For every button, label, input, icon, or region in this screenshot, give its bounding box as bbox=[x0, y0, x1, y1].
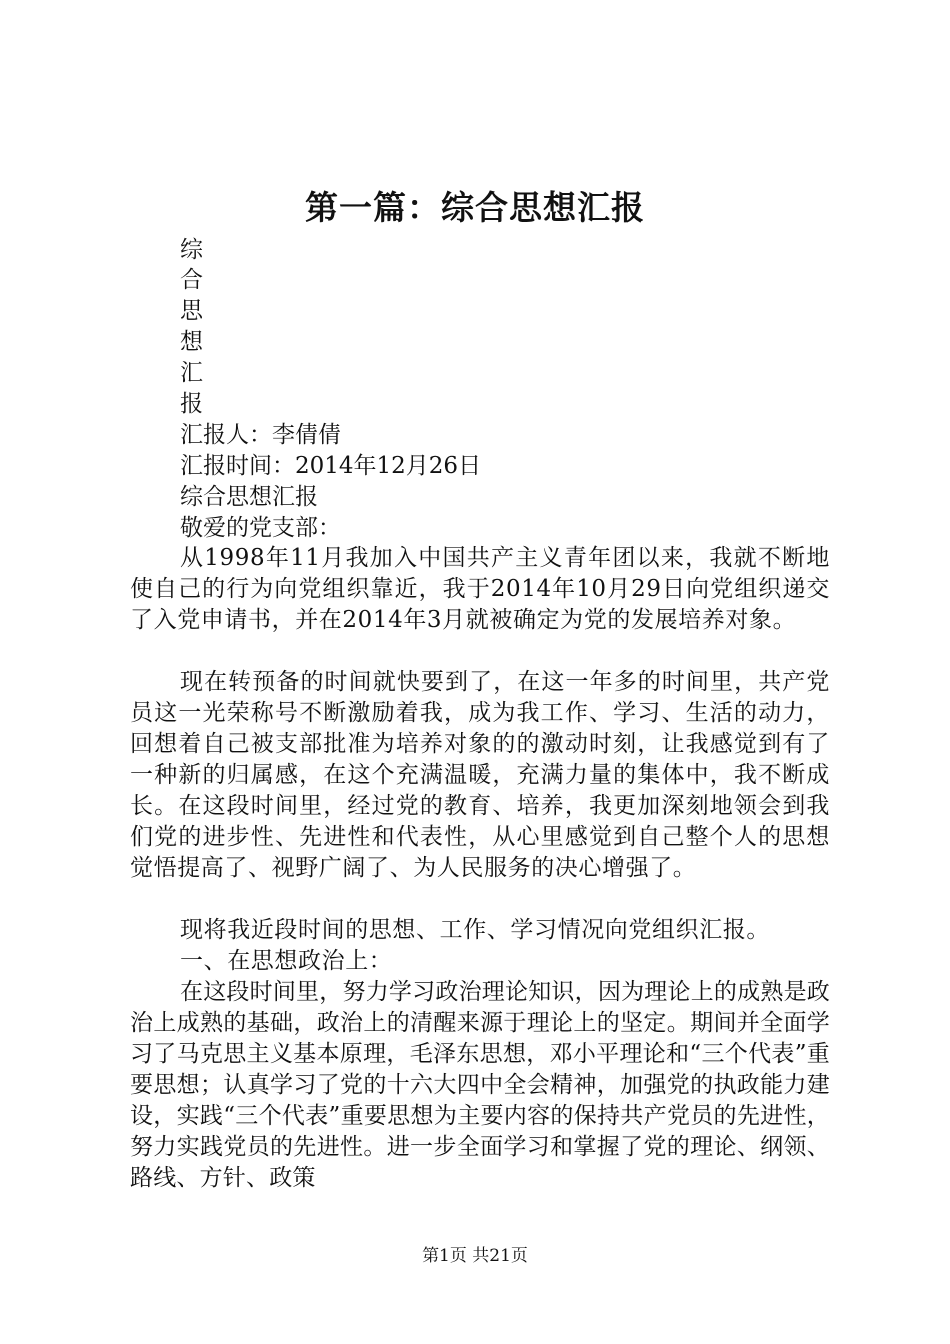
vertical-title-char: 综 bbox=[180, 237, 203, 263]
report-time-line: 汇报时间：2014年12月26日 bbox=[180, 453, 482, 479]
vertical-title-char: 想 bbox=[180, 329, 203, 355]
paragraph-3: 现将我近段时间的思想、工作、学习情况向党组织汇报。 bbox=[180, 917, 770, 943]
salutation: 敬爱的党支部： bbox=[180, 515, 341, 541]
vertical-title-char: 合 bbox=[180, 267, 203, 293]
paragraph-4: 在这段时间里，努力学习政治理论知识，因为理论上的成熟是政治上成熟的基础，政治上的清醒来源于理论上的坚定。期间并全面学习了马克思主义基本原理，毛泽东思想，邓小平理论和“三个代表”重要思想；认真学习了党的十六大四中全会精神，加强党的执政能力建设，实践“三个代表”重要思想为主要内容的保持共产党员的先进性，努力实践党员的先进性。进一步全面学习和掌握了党的理论、纲领、路线、方针、政策 bbox=[130, 979, 830, 1191]
paragraph-1: 从1998年11月我加入中国共产主义青年团以来，我就不断地使自己的行为向党组织靠近，我于2014年10月29日向党组织递交了入党申请书，并在2014年3月就被确定为党的发展培养对象。 bbox=[130, 545, 830, 633]
document-title: 第一篇：综合思想汇报 bbox=[305, 188, 645, 227]
vertical-title-char: 思 bbox=[180, 298, 203, 324]
paragraph-2: 现在转预备的时间就快要到了，在这一年多的时间里，共产党员这一光荣称号不断激励着我，成为我工作、学习、生活的动力，回想着自己被支部批准为培养对象的的激动时刻，让我感觉到有了一种新的归属感，在这个充满温暖，充满力量的集体中，我不断成长。在这段时间里，经过党的教育、培养，我更加深刻地领会到我们党的进步性、先进性和代表性，从心里感觉到自己整个人的思想觉悟提高了、视野广阔了、为人民服务的决心增强了。 bbox=[130, 669, 830, 881]
reporter-line: 汇报人：李倩倩 bbox=[180, 422, 341, 448]
report-subtitle: 综合思想汇报 bbox=[180, 484, 318, 510]
page-footer: 第1页 共21页 bbox=[422, 1246, 528, 1266]
vertical-title-char: 报 bbox=[180, 391, 203, 417]
vertical-title-char: 汇 bbox=[180, 360, 203, 386]
section-heading-1: 一、在思想政治上： bbox=[180, 948, 393, 974]
